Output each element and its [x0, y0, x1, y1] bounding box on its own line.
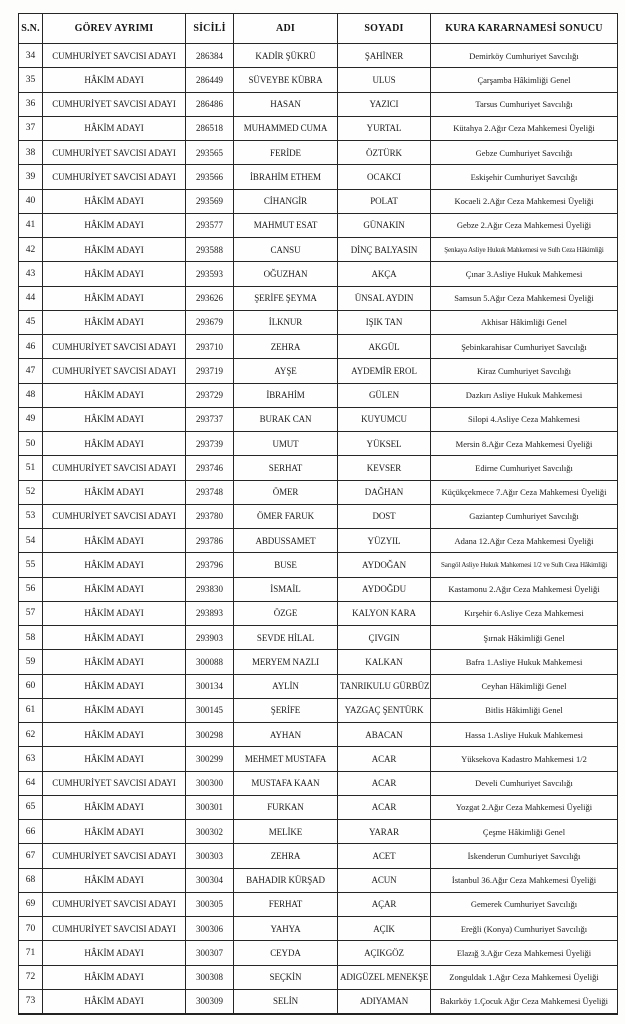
- cell-soyadi: KALKAN: [338, 650, 431, 674]
- cell-adi: BURAK CAN: [234, 407, 338, 431]
- cell-adi: İBRAHİM: [234, 383, 338, 407]
- cell-sonuc: Kocaeli 2.Ağır Ceza Mahkemesi Üyeliği: [431, 189, 618, 213]
- column-header-sn: S.N.: [19, 14, 43, 44]
- cell-adi: ÖMER FARUK: [234, 504, 338, 528]
- cell-gorev: HÂKİM ADAYI: [43, 432, 186, 456]
- cell-gorev: HÂKİM ADAYI: [43, 116, 186, 140]
- cell-gorev: HÂKİM ADAYI: [43, 238, 186, 262]
- table-row: [19, 359, 618, 383]
- cell-adi: FERHAT: [234, 892, 338, 916]
- cell-adi: SELİN: [234, 989, 338, 1013]
- cell-adi: MUHAMMED CUMA: [234, 116, 338, 140]
- cell-adi: ŞERİFE ŞEYMA: [234, 286, 338, 310]
- cell-sonuc: Ceyhan Hâkimliği Genel: [431, 674, 618, 698]
- cell-sonuc: Hassa 1.Asliye Hukuk Mahkemesi: [431, 723, 618, 747]
- cell-sonuc: Çınar 3.Asliye Hukuk Mahkemesi: [431, 262, 618, 286]
- cell-sonuc: Bitlis Hâkimliği Genel: [431, 698, 618, 722]
- cell-soyadi: DOST: [338, 504, 431, 528]
- table-row: [19, 820, 618, 844]
- cell-gorev: HÂKİM ADAYI: [43, 577, 186, 601]
- cell-gorev: HÂKİM ADAYI: [43, 310, 186, 334]
- cell-gorev: HÂKİM ADAYI: [43, 213, 186, 237]
- cell-sonuc: Zonguldak 1.Ağır Ceza Mahkemesi Üyeliği: [431, 965, 618, 989]
- table-row: [19, 141, 618, 165]
- cell-adi: BAHADIR KÜRŞAD: [234, 868, 338, 892]
- cell-soyadi: ÇIVGIN: [338, 626, 431, 650]
- cell-sicil: 300304: [186, 868, 234, 892]
- cell-sn: 55: [19, 553, 43, 577]
- table-row: [19, 529, 618, 553]
- table-row: [19, 189, 618, 213]
- header-row: [19, 14, 618, 44]
- cell-adi: MAHMUT ESAT: [234, 213, 338, 237]
- cell-sn: 53: [19, 504, 43, 528]
- cell-adi: FERİDE: [234, 141, 338, 165]
- cell-sicil: 286518: [186, 116, 234, 140]
- cell-sn: 50: [19, 432, 43, 456]
- cell-soyadi: AÇAR: [338, 892, 431, 916]
- cell-gorev: CUMHURİYET SAVCISI ADAYI: [43, 44, 186, 68]
- cell-adi: UMUT: [234, 432, 338, 456]
- cell-soyadi: AYDEMİR EROL: [338, 359, 431, 383]
- cell-soyadi: AÇIKGÖZ: [338, 941, 431, 965]
- cell-adi: BUSE: [234, 553, 338, 577]
- cell-sonuc: Kütahya 2.Ağır Ceza Mahkemesi Üyeliği: [431, 116, 618, 140]
- cell-sonuc: Kırşehir 6.Asliye Ceza Mahkemesi: [431, 601, 618, 625]
- table-row: [19, 68, 618, 92]
- cell-gorev: CUMHURİYET SAVCISI ADAYI: [43, 92, 186, 116]
- cell-gorev: CUMHURİYET SAVCISI ADAYI: [43, 359, 186, 383]
- cell-soyadi: KALYON KARA: [338, 601, 431, 625]
- cell-soyadi: AYDOĞAN: [338, 553, 431, 577]
- cell-sn: 37: [19, 116, 43, 140]
- table-row: [19, 674, 618, 698]
- cell-soyadi: AKGÜL: [338, 335, 431, 359]
- cell-soyadi: DAĞHAN: [338, 480, 431, 504]
- cell-sonuc: Sarıgöl Asliye Hukuk Mahkemesi 1/2 ve Sulh Ceza Hâkimliği: [431, 553, 618, 577]
- cell-sn: 57: [19, 601, 43, 625]
- cell-sn: 56: [19, 577, 43, 601]
- column-header-soyadi: SOYADI: [338, 14, 431, 44]
- cell-sicil: 293566: [186, 165, 234, 189]
- table-row: [19, 92, 618, 116]
- cell-sonuc: Gemerek Cumhuriyet Savcılığı: [431, 892, 618, 916]
- cell-soyadi: ACUN: [338, 868, 431, 892]
- cell-sicil: 300305: [186, 892, 234, 916]
- table-row: [19, 262, 618, 286]
- cell-soyadi: KUYUMCU: [338, 407, 431, 431]
- cell-gorev: HÂKİM ADAYI: [43, 650, 186, 674]
- cell-sicil: 293748: [186, 480, 234, 504]
- cell-sonuc: Gaziantep Cumhuriyet Savcılığı: [431, 504, 618, 528]
- cell-sonuc: Dazkırı Asliye Hukuk Mahkemesi: [431, 383, 618, 407]
- cell-sn: 51: [19, 456, 43, 480]
- cell-sicil: 300300: [186, 771, 234, 795]
- cell-sicil: 293565: [186, 141, 234, 165]
- cell-gorev: CUMHURİYET SAVCISI ADAYI: [43, 892, 186, 916]
- cell-sonuc: Şırnak Hâkimliği Genel: [431, 626, 618, 650]
- table-row: [19, 844, 618, 868]
- cell-gorev: CUMHURİYET SAVCISI ADAYI: [43, 844, 186, 868]
- table-row: [19, 407, 618, 431]
- cell-sn: 60: [19, 674, 43, 698]
- cell-sicil: 293569: [186, 189, 234, 213]
- cell-sonuc: Ereğli (Konya) Cumhuriyet Savcılığı: [431, 917, 618, 941]
- table-row: [19, 310, 618, 334]
- cell-sn: 66: [19, 820, 43, 844]
- cell-sicil: 300302: [186, 820, 234, 844]
- cell-sicil: 293729: [186, 383, 234, 407]
- cell-soyadi: IŞIK TAN: [338, 310, 431, 334]
- cell-soyadi: OCAKCI: [338, 165, 431, 189]
- cell-sonuc: Şebinkarahisar Cumhuriyet Savcılığı: [431, 335, 618, 359]
- table-row: [19, 504, 618, 528]
- cell-sonuc: Bakırköy 1.Çocuk Ağır Ceza Mahkemesi Üyeliği: [431, 989, 618, 1013]
- cell-sicil: 293737: [186, 407, 234, 431]
- cell-soyadi: ABACAN: [338, 723, 431, 747]
- table-body: [19, 44, 618, 1014]
- cell-sonuc: Çeşme Hâkimliği Genel: [431, 820, 618, 844]
- table-row: [19, 723, 618, 747]
- table-row: [19, 941, 618, 965]
- cell-sicil: 293830: [186, 577, 234, 601]
- cell-sn: 48: [19, 383, 43, 407]
- table-row: [19, 698, 618, 722]
- cell-soyadi: ADIYAMAN: [338, 989, 431, 1013]
- table-row: [19, 650, 618, 674]
- cell-soyadi: ACAR: [338, 771, 431, 795]
- column-header-sonuc: KURA KARARNAMESİ SONUCU: [431, 14, 618, 44]
- cell-soyadi: ACAR: [338, 747, 431, 771]
- cell-gorev: HÂKİM ADAYI: [43, 626, 186, 650]
- cell-sicil: 286486: [186, 92, 234, 116]
- cell-sonuc: Gebze Cumhuriyet Savcılığı: [431, 141, 618, 165]
- cell-sonuc: Demirköy Cumhuriyet Savcılığı: [431, 44, 618, 68]
- cell-sn: 58: [19, 626, 43, 650]
- cell-sicil: 293710: [186, 335, 234, 359]
- cell-adi: MELİKE: [234, 820, 338, 844]
- cell-adi: OĞUZHAN: [234, 262, 338, 286]
- column-header-adi: ADI: [234, 14, 338, 44]
- cell-sicil: 293780: [186, 504, 234, 528]
- cell-sonuc: Şenkaya Asliye Hukuk Mahkemesi ve Sulh Ceza Hâkimliği: [431, 238, 618, 262]
- cell-sonuc: Kastamonu 2.Ağır Ceza Mahkemesi Üyeliği: [431, 577, 618, 601]
- cell-sicil: 293786: [186, 529, 234, 553]
- table-header: [19, 14, 618, 44]
- table-row: [19, 771, 618, 795]
- cell-sicil: 300145: [186, 698, 234, 722]
- cell-sn: 68: [19, 868, 43, 892]
- table-row: [19, 747, 618, 771]
- table-row: [19, 213, 618, 237]
- table-row: [19, 335, 618, 359]
- cell-adi: CEYDA: [234, 941, 338, 965]
- table-row: [19, 165, 618, 189]
- cell-gorev: HÂKİM ADAYI: [43, 868, 186, 892]
- table-row: [19, 480, 618, 504]
- cell-sn: 67: [19, 844, 43, 868]
- cell-gorev: HÂKİM ADAYI: [43, 723, 186, 747]
- cell-sn: 73: [19, 989, 43, 1013]
- cell-sn: 72: [19, 965, 43, 989]
- table-row: [19, 116, 618, 140]
- cell-sn: 59: [19, 650, 43, 674]
- cell-gorev: CUMHURİYET SAVCISI ADAYI: [43, 917, 186, 941]
- cell-sonuc: Elazığ 3.Ağır Ceza Mahkemesi Üyeliği: [431, 941, 618, 965]
- cell-sonuc: Edirne Cumhuriyet Savcılığı: [431, 456, 618, 480]
- cell-adi: CANSU: [234, 238, 338, 262]
- cell-sicil: 293893: [186, 601, 234, 625]
- table-row: [19, 892, 618, 916]
- cell-sn: 40: [19, 189, 43, 213]
- table-row: [19, 601, 618, 625]
- cell-adi: ÖZGE: [234, 601, 338, 625]
- cell-gorev: HÂKİM ADAYI: [43, 553, 186, 577]
- cell-sonuc: Yozgat 2.Ağır Ceza Mahkemesi Üyeliği: [431, 795, 618, 819]
- cell-gorev: HÂKİM ADAYI: [43, 480, 186, 504]
- cell-sicil: 293739: [186, 432, 234, 456]
- cell-soyadi: KEVSER: [338, 456, 431, 480]
- cell-gorev: HÂKİM ADAYI: [43, 747, 186, 771]
- cell-gorev: HÂKİM ADAYI: [43, 601, 186, 625]
- cell-sn: 39: [19, 165, 43, 189]
- table-row: [19, 238, 618, 262]
- cell-sn: 36: [19, 92, 43, 116]
- cell-sn: 42: [19, 238, 43, 262]
- column-header-gorev: GÖREV AYRIMI: [43, 14, 186, 44]
- cell-adi: SERHAT: [234, 456, 338, 480]
- cell-adi: AYLİN: [234, 674, 338, 698]
- cell-soyadi: GÜLEN: [338, 383, 431, 407]
- table-row: [19, 989, 618, 1013]
- table-row: [19, 553, 618, 577]
- cell-sicil: 293593: [186, 262, 234, 286]
- cell-adi: SEVDE HİLAL: [234, 626, 338, 650]
- cell-soyadi: DİNÇ BALYASIN: [338, 238, 431, 262]
- cell-gorev: HÂKİM ADAYI: [43, 189, 186, 213]
- cell-sn: 47: [19, 359, 43, 383]
- cell-gorev: HÂKİM ADAYI: [43, 529, 186, 553]
- cell-sicil: 293626: [186, 286, 234, 310]
- cell-soyadi: ŞAHİNER: [338, 44, 431, 68]
- cell-sn: 49: [19, 407, 43, 431]
- cell-soyadi: POLAT: [338, 189, 431, 213]
- cell-sn: 61: [19, 698, 43, 722]
- cell-sicil: 293746: [186, 456, 234, 480]
- cell-sicil: 286384: [186, 44, 234, 68]
- table-row: [19, 577, 618, 601]
- cell-sicil: 293588: [186, 238, 234, 262]
- cell-sn: 45: [19, 310, 43, 334]
- cell-soyadi: ADIGÜZEL MENEKŞE: [338, 965, 431, 989]
- cell-sonuc: Yüksekova Kadastro Mahkemesi 1/2: [431, 747, 618, 771]
- cell-soyadi: GÜNAKIN: [338, 213, 431, 237]
- cell-sicil: 293577: [186, 213, 234, 237]
- cell-sicil: 300299: [186, 747, 234, 771]
- table-row: [19, 917, 618, 941]
- cell-gorev: HÂKİM ADAYI: [43, 286, 186, 310]
- cell-soyadi: AÇIK: [338, 917, 431, 941]
- cell-gorev: HÂKİM ADAYI: [43, 795, 186, 819]
- cell-sn: 43: [19, 262, 43, 286]
- cell-sicil: 300134: [186, 674, 234, 698]
- cell-sonuc: Silopi 4.Asliye Ceza Mahkemesi: [431, 407, 618, 431]
- cell-soyadi: AKÇA: [338, 262, 431, 286]
- cell-adi: MUSTAFA KAAN: [234, 771, 338, 795]
- cell-sonuc: Gebze 2.Ağır Ceza Mahkemesi Üyeliği: [431, 213, 618, 237]
- cell-adi: ZEHRA: [234, 335, 338, 359]
- cell-adi: CİHANGİR: [234, 189, 338, 213]
- cell-adi: ABDUSSAMET: [234, 529, 338, 553]
- cell-sonuc: Bafra 1.Asliye Hukuk Mahkemesi: [431, 650, 618, 674]
- cell-sicil: 300306: [186, 917, 234, 941]
- cell-sn: 63: [19, 747, 43, 771]
- cell-adi: FURKAN: [234, 795, 338, 819]
- cell-adi: YAHYA: [234, 917, 338, 941]
- cell-gorev: HÂKİM ADAYI: [43, 674, 186, 698]
- cell-sn: 34: [19, 44, 43, 68]
- cell-adi: ZEHRA: [234, 844, 338, 868]
- cell-sonuc: İstanbul 36.Ağır Ceza Mahkemesi Üyeliği: [431, 868, 618, 892]
- cell-sicil: 293796: [186, 553, 234, 577]
- cell-soyadi: ÜNSAL AYDIN: [338, 286, 431, 310]
- cell-soyadi: YÜKSEL: [338, 432, 431, 456]
- cell-sonuc: Adana 12.Ağır Ceza Mahkemesi Üyeliği: [431, 529, 618, 553]
- cell-sn: 44: [19, 286, 43, 310]
- cell-soyadi: YARAR: [338, 820, 431, 844]
- cell-gorev: HÂKİM ADAYI: [43, 407, 186, 431]
- cell-adi: MERYEM NAZLI: [234, 650, 338, 674]
- cell-gorev: CUMHURİYET SAVCISI ADAYI: [43, 456, 186, 480]
- cell-sn: 38: [19, 141, 43, 165]
- cell-sonuc: Çarşamba Hâkimliği Genel: [431, 68, 618, 92]
- cell-gorev: HÂKİM ADAYI: [43, 820, 186, 844]
- cell-gorev: HÂKİM ADAYI: [43, 383, 186, 407]
- appointment-roster-table: [18, 13, 618, 1015]
- table-row: [19, 383, 618, 407]
- table-row: [19, 868, 618, 892]
- cell-sonuc: Küçükçekmece 7.Ağır Ceza Mahkemesi Üyeliği: [431, 480, 618, 504]
- cell-sn: 70: [19, 917, 43, 941]
- cell-gorev: CUMHURİYET SAVCISI ADAYI: [43, 141, 186, 165]
- table-row: [19, 44, 618, 68]
- cell-sicil: 300298: [186, 723, 234, 747]
- cell-gorev: HÂKİM ADAYI: [43, 989, 186, 1013]
- cell-sicil: 300301: [186, 795, 234, 819]
- cell-adi: İSMAİL: [234, 577, 338, 601]
- cell-gorev: HÂKİM ADAYI: [43, 941, 186, 965]
- cell-adi: SEÇKİN: [234, 965, 338, 989]
- cell-soyadi: ACAR: [338, 795, 431, 819]
- cell-sn: 64: [19, 771, 43, 795]
- cell-soyadi: ULUS: [338, 68, 431, 92]
- cell-sicil: 300307: [186, 941, 234, 965]
- table-row: [19, 965, 618, 989]
- cell-adi: İLKNUR: [234, 310, 338, 334]
- cell-soyadi: ÖZTÜRK: [338, 141, 431, 165]
- cell-sn: 52: [19, 480, 43, 504]
- cell-adi: AYHAN: [234, 723, 338, 747]
- cell-sonuc: Akhisar Hâkimliği Genel: [431, 310, 618, 334]
- table-row: [19, 286, 618, 310]
- cell-gorev: HÂKİM ADAYI: [43, 965, 186, 989]
- cell-sicil: 293903: [186, 626, 234, 650]
- cell-adi: HASAN: [234, 92, 338, 116]
- cell-sonuc: Kiraz Cumhuriyet Savcılığı: [431, 359, 618, 383]
- cell-sonuc: Eskişehir Cumhuriyet Savcılığı: [431, 165, 618, 189]
- cell-sicil: 293719: [186, 359, 234, 383]
- cell-sicil: 300308: [186, 965, 234, 989]
- cell-adi: ŞERİFE: [234, 698, 338, 722]
- cell-soyadi: ACET: [338, 844, 431, 868]
- cell-gorev: CUMHURİYET SAVCISI ADAYI: [43, 165, 186, 189]
- table-row: [19, 456, 618, 480]
- cell-gorev: CUMHURİYET SAVCISI ADAYI: [43, 335, 186, 359]
- cell-sn: 71: [19, 941, 43, 965]
- table-row: [19, 626, 618, 650]
- cell-sonuc: Samsun 5.Ağır Ceza Mahkemesi Üyeliği: [431, 286, 618, 310]
- cell-sonuc: Tarsus Cumhuriyet Savcılığı: [431, 92, 618, 116]
- cell-sonuc: İskenderun Cumhuriyet Savcılığı: [431, 844, 618, 868]
- table-row: [19, 432, 618, 456]
- cell-adi: MEHMET MUSTAFA: [234, 747, 338, 771]
- cell-sonuc: Mersin 8.Ağır Ceza Mahkemesi Üyeliği: [431, 432, 618, 456]
- cell-sicil: 293679: [186, 310, 234, 334]
- cell-sicil: 300088: [186, 650, 234, 674]
- cell-adi: İBRAHİM ETHEM: [234, 165, 338, 189]
- cell-sonuc: Develi Cumhuriyet Savcılığı: [431, 771, 618, 795]
- cell-soyadi: YURTAL: [338, 116, 431, 140]
- cell-adi: KADİR ŞÜKRÜ: [234, 44, 338, 68]
- cell-sicil: 300303: [186, 844, 234, 868]
- cell-gorev: CUMHURİYET SAVCISI ADAYI: [43, 771, 186, 795]
- cell-adi: ÖMER: [234, 480, 338, 504]
- cell-sicil: 300309: [186, 989, 234, 1013]
- cell-adi: AYŞE: [234, 359, 338, 383]
- cell-sn: 35: [19, 68, 43, 92]
- cell-gorev: HÂKİM ADAYI: [43, 68, 186, 92]
- cell-sn: 41: [19, 213, 43, 237]
- cell-adi: SÜVEYBE KÜBRA: [234, 68, 338, 92]
- cell-sn: 46: [19, 335, 43, 359]
- cell-soyadi: AYDOĞDU: [338, 577, 431, 601]
- cell-sicil: 286449: [186, 68, 234, 92]
- column-header-sicil: SİCİLİ: [186, 14, 234, 44]
- cell-sn: 69: [19, 892, 43, 916]
- cell-soyadi: YÜZYIL: [338, 529, 431, 553]
- cell-gorev: HÂKİM ADAYI: [43, 262, 186, 286]
- table-row: [19, 795, 618, 819]
- cell-soyadi: TANRIKULU GÜRBÜZ: [338, 674, 431, 698]
- cell-sn: 54: [19, 529, 43, 553]
- cell-soyadi: YAZICI: [338, 92, 431, 116]
- cell-sn: 65: [19, 795, 43, 819]
- cell-gorev: CUMHURİYET SAVCISI ADAYI: [43, 504, 186, 528]
- cell-gorev: HÂKİM ADAYI: [43, 698, 186, 722]
- cell-soyadi: YAZGAÇ ŞENTÜRK: [338, 698, 431, 722]
- cell-sn: 62: [19, 723, 43, 747]
